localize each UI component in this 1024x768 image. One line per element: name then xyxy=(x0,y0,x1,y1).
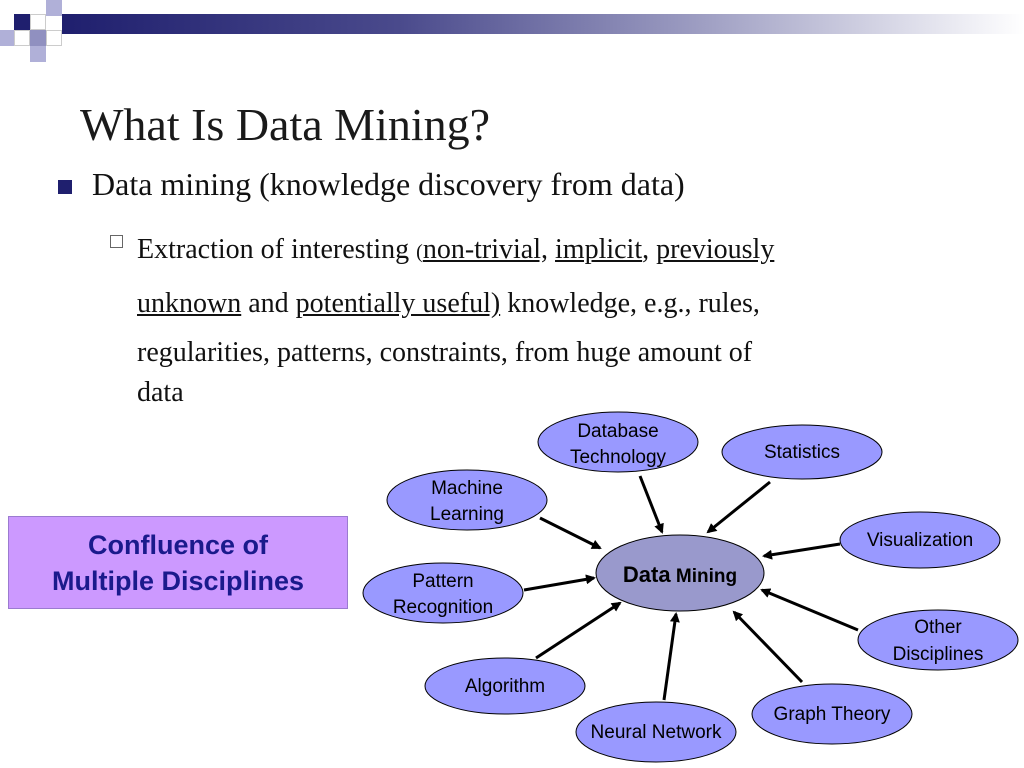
arrow-visualization xyxy=(764,544,840,556)
node-pattern-recognition xyxy=(363,563,523,623)
text-segment: and xyxy=(241,288,296,319)
arrow-database xyxy=(640,476,662,532)
node-label: Pattern xyxy=(412,571,474,592)
node-other-disciplines xyxy=(858,610,1018,670)
node-label: Disciplines xyxy=(892,644,984,665)
text-segment: Extraction of interesting xyxy=(137,234,417,265)
arrow-algorithm xyxy=(536,603,620,658)
node-label: Database xyxy=(577,421,659,442)
node-algorithm xyxy=(425,658,585,714)
arrow-pattern-recognition xyxy=(524,578,594,590)
node-visualization xyxy=(840,512,1000,568)
node-label: Graph Theory xyxy=(773,704,891,725)
arrow-statistics xyxy=(708,482,770,532)
arrow-other xyxy=(762,590,858,630)
confluence-line-2: Multiple Disciplines xyxy=(51,565,305,596)
node-label: Recognition xyxy=(392,597,494,618)
bullet-main: Data mining (knowledge discovery from data) xyxy=(92,166,685,202)
sub-line-4: data xyxy=(137,377,184,408)
text-segment: ( xyxy=(416,241,423,263)
center-word-mining: Mining xyxy=(670,566,738,587)
underlined-term: previously xyxy=(656,234,775,265)
text-segment: , xyxy=(642,234,657,265)
node-label: Visualization xyxy=(866,530,974,551)
confluence-line-1: Confluence of xyxy=(87,529,268,560)
center-word-data: Data xyxy=(622,562,671,587)
node-machine-learning xyxy=(387,470,547,530)
arrow-graph-theory xyxy=(734,612,802,682)
arrow-neural-network xyxy=(664,614,676,700)
node-label: Other xyxy=(914,617,962,638)
sub-line-3: regularities, patterns, constraints, from huge amount of xyxy=(137,337,753,368)
underlined-term: potentially useful) xyxy=(295,288,501,319)
node-label: Learning xyxy=(430,504,504,525)
node-neural-network xyxy=(576,702,736,762)
underlined-term: implicit xyxy=(555,234,643,265)
node-graph-theory xyxy=(752,684,912,744)
node-label: Neural Network xyxy=(590,722,722,743)
node-label: Algorithm xyxy=(464,676,546,697)
arrow-machine-learning xyxy=(540,518,600,548)
node-database xyxy=(538,412,698,472)
node-label: Statistics xyxy=(763,442,841,463)
node-statistics xyxy=(722,425,882,479)
text-segment: knowledge, e.g., rules, xyxy=(500,288,760,319)
underlined-term: unknown xyxy=(137,288,242,319)
slide-title: What Is Data Mining? xyxy=(80,99,491,150)
center-label xyxy=(623,562,737,587)
node-data-mining xyxy=(596,535,764,611)
underlined-term: non-trivial, xyxy=(422,234,549,265)
node-label: Technology xyxy=(569,447,667,468)
node-label: Machine xyxy=(431,478,503,499)
